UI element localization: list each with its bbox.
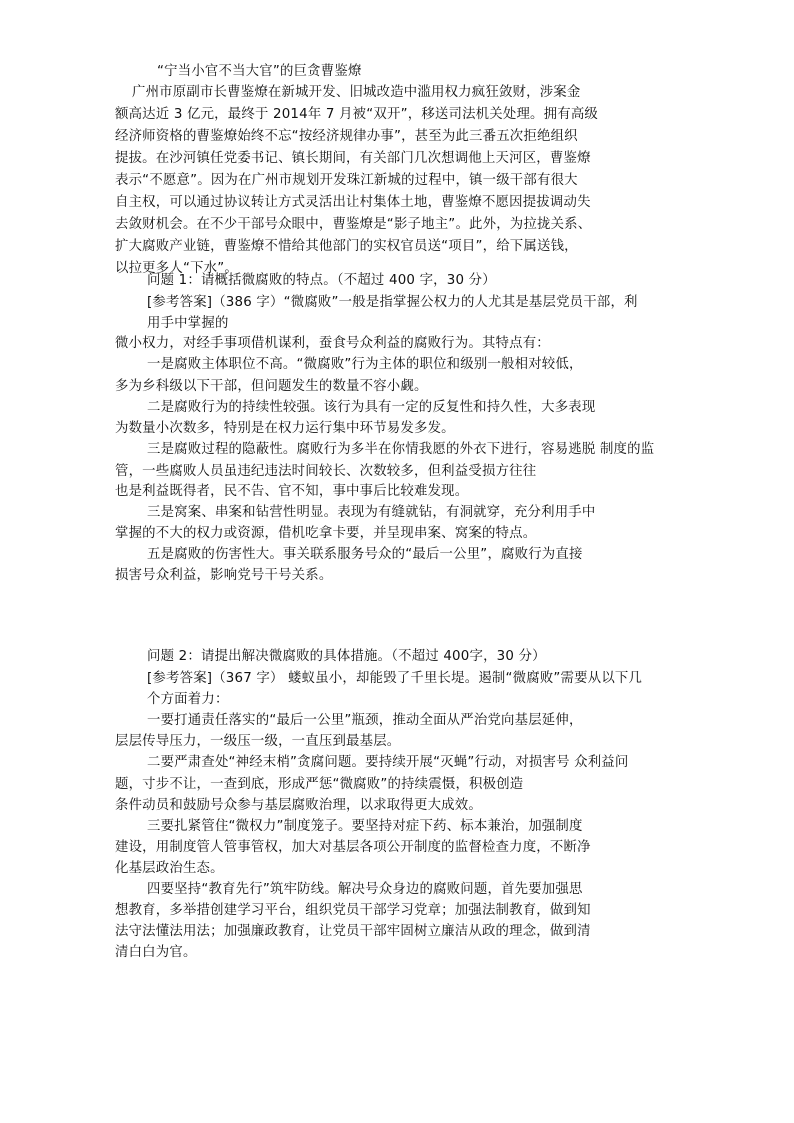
answer-2-line: 四要坚持“教育先行”筑牢防线。解决号众身边的腐败问题，首先要加强思 xyxy=(147,882,583,897)
answer-2-line: 层层传导压力，一级压一级，一直压到最基层。 xyxy=(115,734,401,749)
answer-1-line: 二是腐败行为的持续性较强。该行为具有一定的反复性和持久性，大多表现 xyxy=(147,400,596,415)
answer-1-line: 掌握的不大的权力或资源，借机吃拿卡要，并呈现串案、窝案的特点。 xyxy=(115,526,537,541)
case-paragraph-line: 扩大腐败产业链，曹鉴燎不惜给其他部门的实权官员送“项目”，给下属送钱， xyxy=(115,239,578,254)
answer-1-line: 一是腐败主体职位不高。“微腐败”行为主体的职位和级别一般相对较低， xyxy=(147,357,583,372)
answer-1-line: 为数量小次数多，特别是在权力运行集中环节易发多发。 xyxy=(115,421,455,436)
answer-2-line: 清白白为官。 xyxy=(115,945,197,960)
answer-1-line: 损害号众利益，影响党号干号关系。 xyxy=(115,568,333,583)
answer-1-line: 微小权力，对经手事项借机谋利，蚕食号众利益的腐败行为。其特点有： xyxy=(115,336,550,351)
answer-1-line: 多为乡科级以下干部，但问题发生的数量不容小觑。 xyxy=(115,379,428,394)
answer-1-line: 也是利益既得者，民不告、官不知，事中事后比较难发现。 xyxy=(115,484,469,499)
answer-2-line: [参考答案]（367 字） 蝼蚁虽小，却能毁了千里长堤。遏制“微腐败”需要从以下几 xyxy=(147,671,643,686)
answer-2-line: 化基层政治生态。 xyxy=(115,861,224,876)
case-paragraph-line: 去敛财机会。在不少干部号众眼中，曹鉴燎是“影子地主”。此外，为拉拢关系、 xyxy=(115,217,592,232)
answer-2-line: 想教育，多举措创建学习平台，组织党员干部学习党章；加强法制教育，做到知 xyxy=(115,903,591,918)
answer-2-line: 建设，用制度管人管事管权，加大对基层各项公开制度的监督检查力度，不断净 xyxy=(115,840,591,855)
answer-1-line: [参考答案]（386 字）“微腐败”一般是指掌握公权力的人尤其是基层党员干部，利 xyxy=(147,295,638,310)
case-paragraph-line: 以拉更多人“下水”。 xyxy=(115,261,238,276)
case-paragraph-line: 广州市原副市长曹鉴燎在新城开发、旧城改造中滥用权力疯狂敛财，涉案金 xyxy=(132,85,581,100)
answer-2-line: 法守法懂法用法；加强廉政教育，让党员干部牢固树立廉洁从政的理念，做到清 xyxy=(115,924,591,939)
answer-2-line: 一要打通责任落实的“最后一公里”瓶颈，推动全面从严治党向基层延伸， xyxy=(147,713,583,728)
question-1: 问题 1：请概括微腐败的特点。（不超过 400 字，30 分） xyxy=(147,273,496,288)
answer-1-line: 五是腐败的伤害性大。事关联系服务号众的“最后一公里”，腐败行为直接 xyxy=(147,547,583,562)
case-paragraph-line: 自主权，可以通过协议转让方式灵活出让村集体土地，曹鉴燎不愿因提拔调动失 xyxy=(115,195,591,210)
answer-1-line: 三是腐败过程的隐蔽性。腐败行为多半在你情我愿的外衣下进行，容易逃脱 制度的监 xyxy=(147,442,655,457)
answer-2-line: 题，寸步不让，一查到底，形成严惩“微腐败”的持续震慑，积极创造 xyxy=(115,777,524,792)
answer-2-line: 条件动员和鼓励号众参与基层腐败治理，以求取得更大成效。 xyxy=(115,798,482,813)
answer-1-line: 用手中掌握的 xyxy=(147,316,229,331)
case-paragraph-line: 经济师资格的曹鉴燎始终不忘“按经济规律办事”，甚至为此三番五次拒绝组织 xyxy=(115,129,578,144)
answer-1-line: 管，一些腐败人员虽违纪违法时间较长、次数较多，但利益受损方往往 xyxy=(115,464,537,479)
question-2: 问题 2：请提出解决微腐败的具体措施。（不超过 400字，30 分） xyxy=(147,649,546,664)
case-paragraph-line: 表示“不愿意”。因为在广州市规划开发珠江新城的过程中，镇一级干部有很大 xyxy=(115,173,578,188)
answer-2-line: 个方面着力： xyxy=(147,692,229,707)
answer-2-line: 二要严肃查处“神经末梢”贪腐问题。要持续开展“灭蝇”行动，对损害号 众利益问 xyxy=(147,755,629,770)
case-paragraph-line: 额高达近 3 亿元，最终于 2014年 7 月被“双开”，移送司法机关处理。拥有高级 xyxy=(115,107,598,122)
case-paragraph-line: 提拔。在沙河镇任党委书记、镇长期间，有关部门几次想调他上天河区，曹鉴燎 xyxy=(115,151,591,166)
answer-2-line: 三要扎紧管住“微权力”制度笼子。要坚持对症下药、标本兼治，加强制度 xyxy=(147,819,583,834)
document-title: “宁当小官不当大官”的巨贪曹鉴燎 xyxy=(157,64,362,79)
answer-1-line: 三是窝案、串案和钻营性明显。表现为有缝就钻，有洞就穿，充分利用手中 xyxy=(147,505,596,520)
